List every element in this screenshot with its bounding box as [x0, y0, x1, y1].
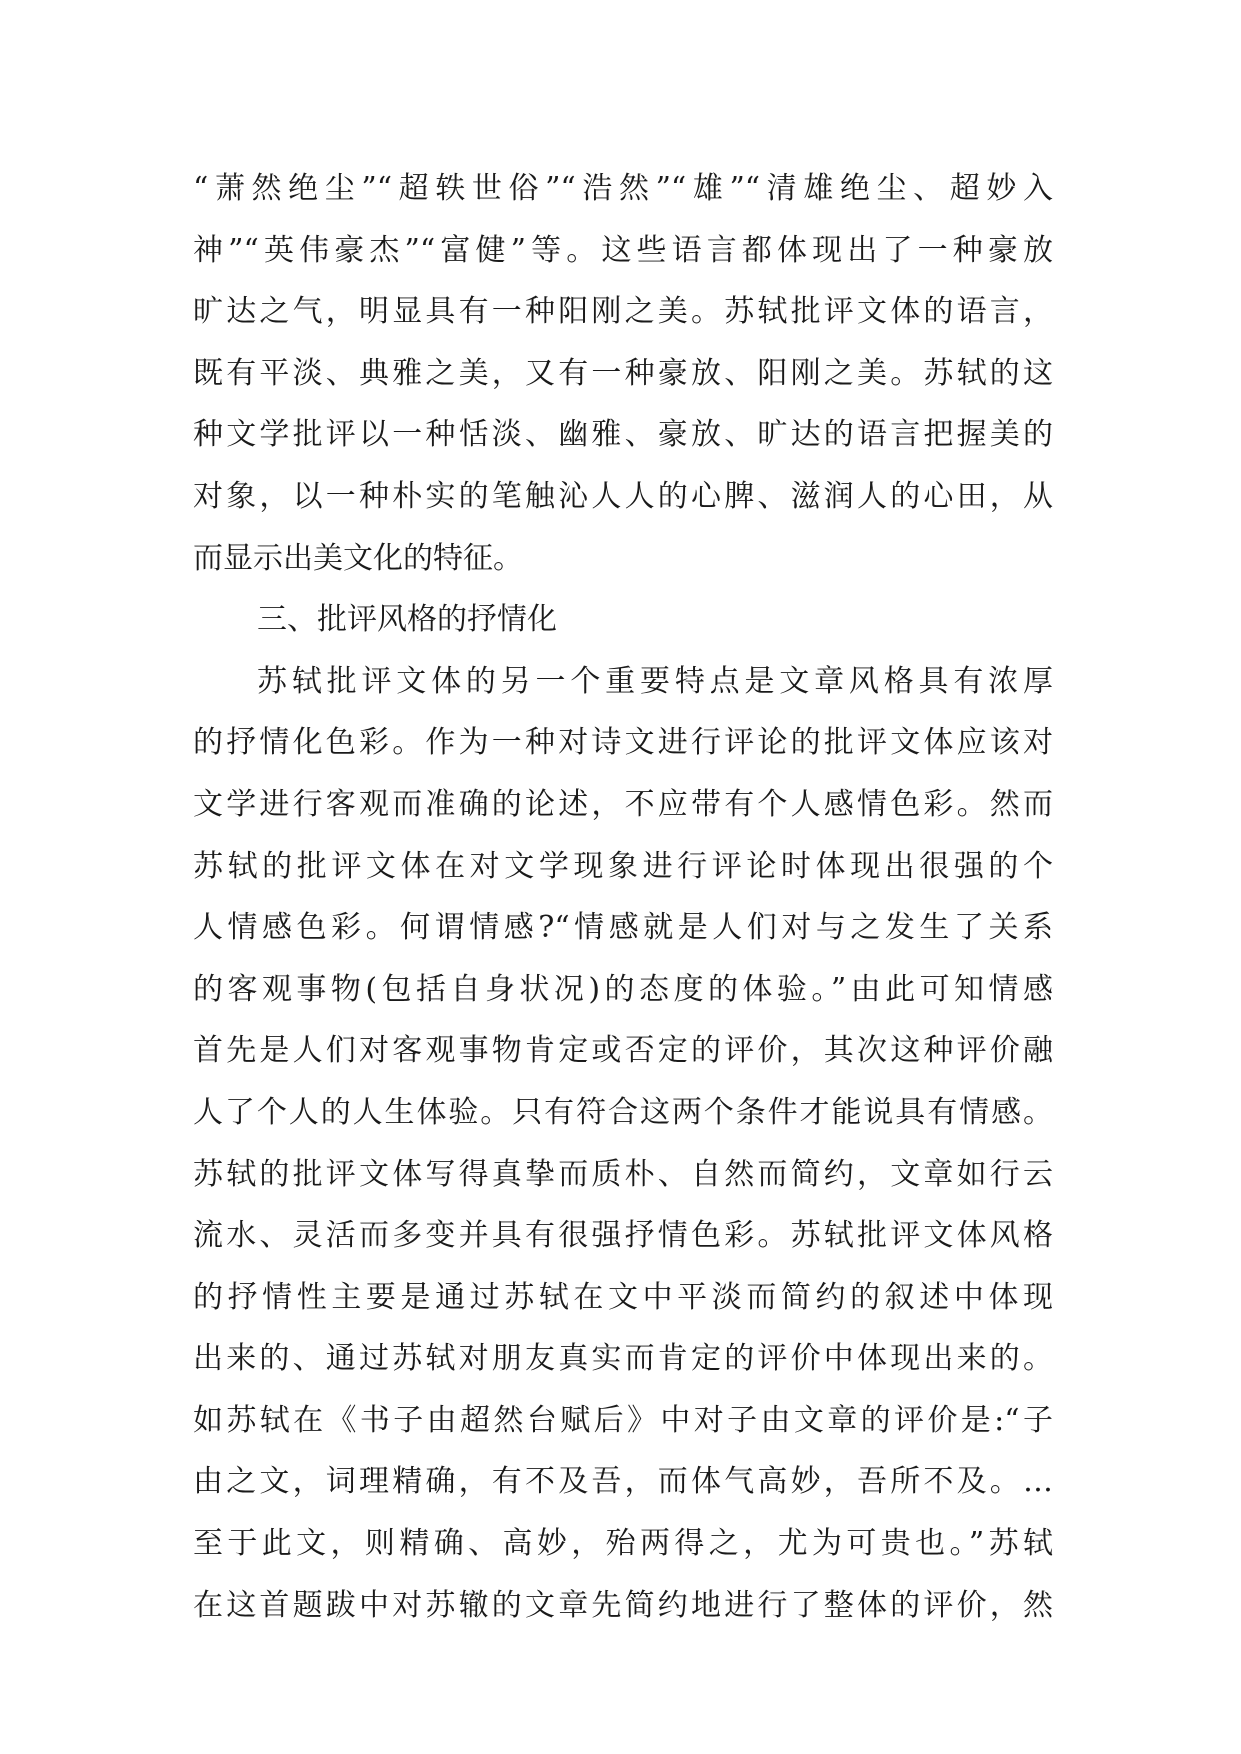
- text-line: 的客观事物(包括自身状况)的态度的体验。”由此可知情感: [193, 971, 1053, 1007]
- section-heading: 三、批评风格的抒情化: [257, 602, 557, 638]
- text-line: 由之文，词理精确，有不及吾，而体气高妙，吾所不及。…: [193, 1464, 1053, 1500]
- text-line: 的抒情化色彩。作为一种对诗文进行评论的批评文体应该对: [193, 725, 1053, 761]
- text-line: “萧然绝尘”“超轶世俗”“浩然”“雄”“清雄绝尘、超妙入: [193, 171, 1053, 206]
- text-line: 苏轼的批评文体在对文学现象进行评论时体现出很强的个: [193, 848, 1053, 884]
- text-line: 出来的、通过苏轼对朋友真实而肯定的评价中体现出来的。: [193, 1341, 1053, 1377]
- text-line: 而显示出美文化的特征。: [193, 540, 523, 576]
- text-line: 人情感色彩。何谓情感?“情感就是人们对与之发生了关系: [193, 910, 1053, 946]
- text-line: 流水、灵活而多变并具有很强抒情色彩。苏轼批评文体风格: [193, 1218, 1053, 1254]
- text-line: 神”“英伟豪杰”“富健”等。这些语言都体现出了一种豪放: [193, 232, 1053, 268]
- text-line: 种文学批评以一种恬淡、幽雅、豪放、旷达的语言把握美的: [193, 417, 1053, 453]
- text-line: 既有平淡、典雅之美，又有一种豪放、阳刚之美。苏轼的这: [193, 355, 1053, 391]
- text-line: 对象，以一种朴实的笔触沁人人的心脾、滋润人的心田，从: [193, 478, 1053, 514]
- text-line: 旷达之气，明显具有一种阳刚之美。苏轼批评文体的语言，: [193, 294, 1053, 330]
- text-line: 的抒情性主要是通过苏轼在文中平淡而简约的叙述中体现: [193, 1279, 1053, 1315]
- body-text: [193, 158, 1053, 1636]
- text-line: 如苏轼在《书子由超然台赋后》中对子由文章的评价是:“子: [193, 1402, 1053, 1438]
- text-line: 苏轼批评文体的另一个重要特点是文章风格具有浓厚: [257, 663, 1053, 699]
- text-line: 文学进行客观而准确的论述，不应带有个人感情色彩。然而: [193, 786, 1053, 822]
- text-line: 在这首题跋中对苏辙的文章先简约地进行了整体的评价，然: [193, 1587, 1053, 1623]
- text-line: 人了个人的人生体验。只有符合这两个条件才能说具有情感。: [193, 1094, 1053, 1130]
- text-line: 至于此文，则精确、高妙，殆两得之，尤为可贵也。”苏轼: [193, 1526, 1053, 1562]
- text-line: 苏轼的批评文体写得真挚而质朴、自然而简约，文章如行云: [193, 1156, 1053, 1192]
- text-line: 首先是人们对客观事物肯定或否定的评价，其次这种评价融: [193, 1033, 1053, 1069]
